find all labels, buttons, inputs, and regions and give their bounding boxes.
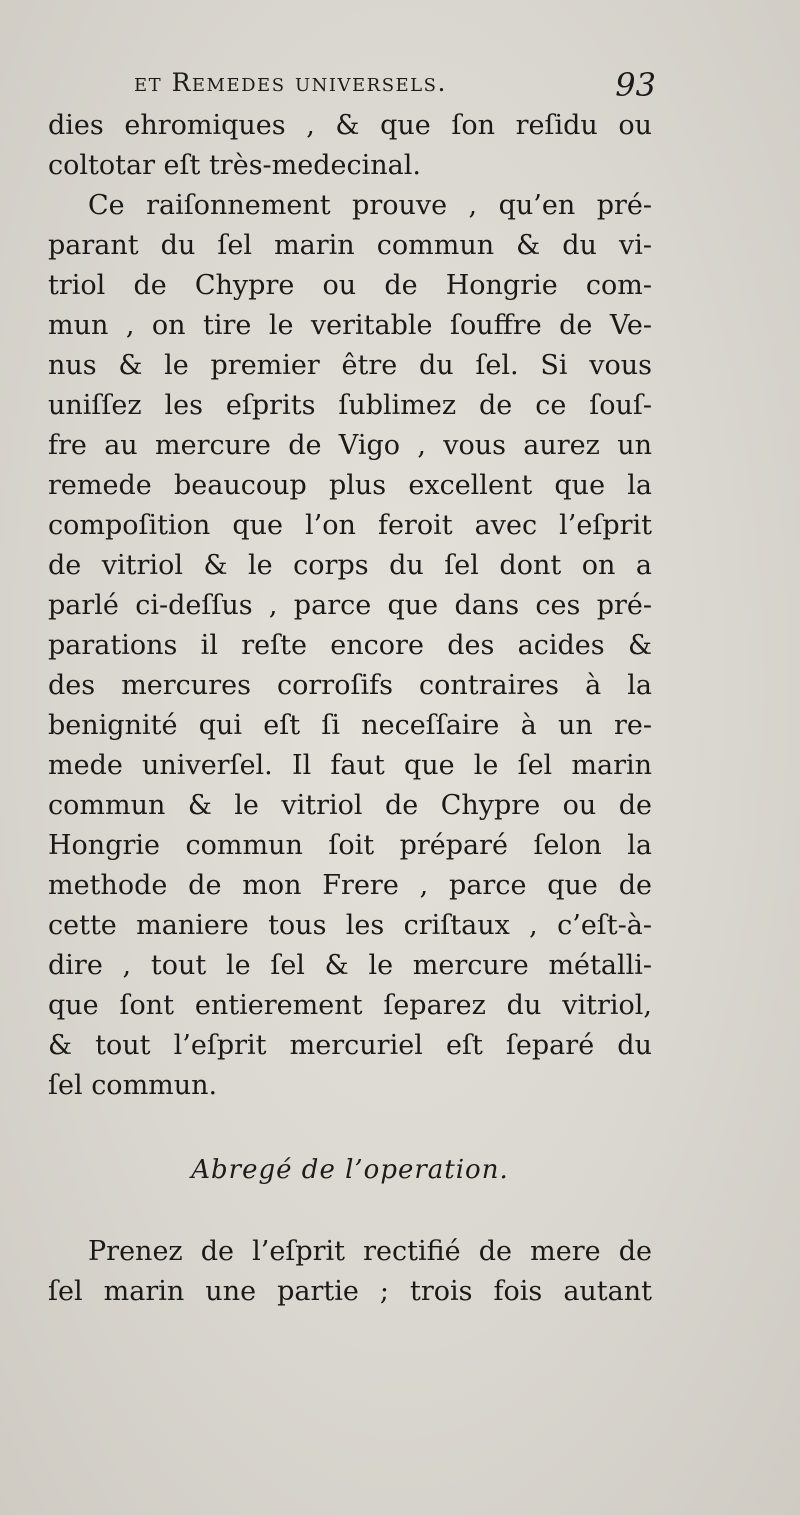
- text-line: cette maniere tous les criſtaux , c’eſt-à-: [48, 910, 652, 941]
- text-line: Ce raiſonnement prouve , qu’en pré-: [88, 190, 652, 221]
- text-line: ſel marin une partie ; trois fois autant: [48, 1276, 652, 1307]
- text-line: que ſont entierement ſeparez du vitriol,: [48, 990, 652, 1021]
- running-head: [48, 60, 656, 108]
- text-line: parant du ſel marin commun & du vi-: [48, 230, 652, 261]
- text-line: dire , tout le ſel & le mercure métalli-: [48, 950, 652, 981]
- section-heading: Abregé de l’operation.: [191, 1155, 509, 1185]
- text-line: commun & le vitriol de Chypre ou de: [48, 790, 652, 821]
- text-line: parations il reſte encore des acides &: [48, 630, 652, 661]
- text-line: Prenez de l’eſprit rectifié de mere de: [88, 1236, 652, 1267]
- text-line: mun , on tire le veritable ſouffre de Ve-: [48, 310, 652, 341]
- running-title: et Remedes universels.: [134, 68, 447, 97]
- body-text: [48, 106, 652, 1106]
- text-line: benignité qui eſt ſi neceſſaire à un re-: [48, 710, 652, 741]
- text-line: remede beaucoup plus excellent que la: [48, 470, 652, 501]
- text-line: & tout l’eſprit mercuriel eſt ſeparé du: [48, 1030, 652, 1061]
- text-line: dies ehromiques , & que ſon reſidu ou: [48, 110, 652, 141]
- text-line: Hongrie commun ſoit préparé ſelon la: [48, 830, 652, 861]
- text-line: coltotar eſt très-medecinal.: [48, 150, 421, 181]
- text-line: triol de Chypre ou de Hongrie com-: [48, 270, 652, 301]
- text-line: des mercures corroſifs contraires à la: [48, 670, 652, 701]
- text-line: de vitriol & le corps du ſel dont on a: [48, 550, 652, 581]
- text-line: parlé ci-deſſus , parce que dans ces pré-: [48, 590, 652, 621]
- text-line: methode de mon Frere , parce que de: [48, 870, 652, 901]
- text-line: uniſſez les eſprits ſublimez de ce ſouſ-: [48, 390, 652, 421]
- text-line: compoſition que l’on feroit avec l’eſprit: [48, 510, 652, 541]
- text-line: fre au mercure de Vigo , vous aurez un: [48, 430, 652, 461]
- tail-text: [48, 1232, 652, 1312]
- text-line: mede univerſel. Il faut que le ſel marin: [48, 750, 652, 781]
- text-line: nus & le premier être du ſel. Si vous: [48, 350, 652, 381]
- page-number: 93: [615, 66, 656, 104]
- text-line: ſel commun.: [48, 1070, 218, 1101]
